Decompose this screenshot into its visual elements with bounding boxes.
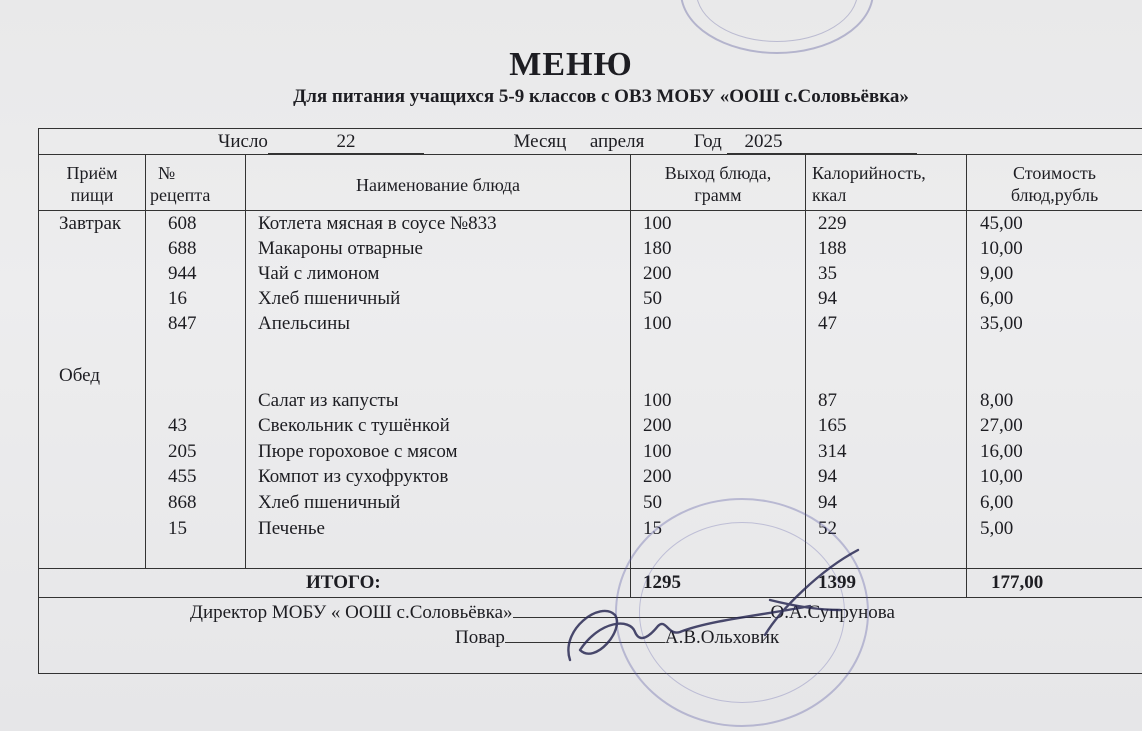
dish-weight: 50: [643, 492, 662, 513]
meal-lunch: Обед: [59, 365, 100, 386]
dish-name: Печенье: [258, 518, 325, 539]
dish-cost: 9,00: [980, 263, 1014, 284]
dish-weight: 200: [643, 263, 672, 284]
recipe-number: 16: [168, 288, 187, 309]
handwritten-signature: [540, 540, 870, 690]
dish-name: Чай с лимоном: [258, 263, 380, 284]
recipe-number: 43: [168, 415, 187, 436]
page-subtitle: Для питания учащихся 5-9 классов с ОВЗ МОБУ «ООШ с.Соловьёвка»: [293, 86, 909, 107]
dish-name: Хлеб пшеничный: [258, 288, 401, 309]
month-label: Месяц: [513, 131, 567, 152]
totals-weight: 1295: [643, 572, 681, 593]
col-divider-2: [245, 154, 246, 568]
date-row-divider: [38, 154, 1142, 155]
recipe-number: 15: [168, 518, 187, 539]
dish-name: Салат из капусты: [258, 390, 399, 411]
dish-weight: 180: [643, 238, 672, 259]
dish-cost: 10,00: [980, 466, 1023, 487]
dish-kcal: 94: [818, 466, 837, 487]
dish-kcal: 47: [818, 313, 837, 334]
dish-kcal: 94: [818, 492, 837, 513]
cook-name: А.В.Ольховик: [664, 627, 780, 648]
dish-cost: 5,00: [980, 518, 1014, 539]
totals-label: ИТОГО:: [306, 572, 381, 593]
recipe-number: 868: [168, 492, 197, 513]
meal-breakfast: Завтрак: [59, 213, 122, 234]
day-label: Число: [218, 131, 268, 152]
header-dish: Наименование блюда: [355, 175, 520, 195]
header-recipe: № рецепта: [150, 163, 211, 205]
recipe-number: 205: [168, 441, 197, 462]
dish-weight: 100: [643, 213, 672, 234]
dish-weight: 50: [643, 288, 662, 309]
dish-name: Апельсины: [258, 313, 351, 334]
dish-kcal: 94: [818, 288, 837, 309]
dish-name: Макароны отварные: [258, 238, 423, 259]
dish-kcal: 87: [818, 390, 837, 411]
recipe-number: 688: [168, 238, 197, 259]
year-label: Год: [693, 131, 722, 152]
dish-name: Хлеб пшеничный: [258, 492, 401, 513]
dish-name: Котлета мясная в соусе №833: [258, 213, 497, 234]
col-divider-1: [145, 154, 146, 568]
dish-name: Свекольник с тушёнкой: [258, 415, 450, 436]
dish-kcal: 314: [818, 441, 847, 462]
dish-cost: 45,00: [980, 213, 1023, 234]
recipe-number: 608: [168, 213, 197, 234]
dish-cost: 10,00: [980, 238, 1023, 259]
year-value: 2025: [727, 131, 917, 154]
day-value: 22: [268, 131, 424, 154]
dish-kcal: 52: [818, 518, 837, 539]
recipe-number: 455: [168, 466, 197, 487]
header-meal: Приём пищи: [66, 163, 118, 205]
dish-kcal: 229: [818, 213, 847, 234]
dish-weight: 200: [643, 466, 672, 487]
dish-cost: 6,00: [980, 492, 1014, 513]
dish-weight: 100: [643, 313, 672, 334]
dish-kcal: 188: [818, 238, 847, 259]
header-weight: Выход блюда, грамм: [664, 163, 772, 205]
cook-label: Повар: [455, 627, 505, 648]
page-title: МЕНЮ: [509, 46, 633, 83]
dish-weight: 15: [643, 518, 662, 539]
col-divider-3: [630, 154, 631, 597]
totals-cost: 177,00: [991, 572, 1044, 593]
recipe-number: 944: [168, 263, 197, 284]
month-value: апреля: [589, 131, 645, 152]
dish-cost: 16,00: [980, 441, 1023, 462]
dish-kcal: 35: [818, 263, 837, 284]
dish-kcal: 165: [818, 415, 847, 436]
dish-weight: 200: [643, 415, 672, 436]
director-name: О.А.Супрунова: [770, 602, 895, 623]
dish-weight: 100: [643, 390, 672, 411]
dish-weight: 100: [643, 441, 672, 462]
header-cost: Стоимость блюд,рубль: [1010, 163, 1099, 205]
director-label: Директор МОБУ « ООШ с.Соловьёвка»: [190, 602, 513, 623]
dish-cost: 6,00: [980, 288, 1014, 309]
dish-name: Пюре гороховое с мясом: [258, 441, 458, 462]
dish-name: Компот из сухофруктов: [258, 466, 449, 487]
totals-kcal: 1399: [818, 572, 856, 593]
dish-cost: 35,00: [980, 313, 1023, 334]
dish-cost: 27,00: [980, 415, 1023, 436]
date-row: [218, 131, 917, 154]
header-kcal: Калорийность, ккал: [812, 163, 926, 205]
col-divider-5: [966, 154, 967, 597]
dish-cost: 8,00: [980, 390, 1014, 411]
recipe-number: 847: [168, 313, 197, 334]
header-divider: [38, 210, 1142, 211]
